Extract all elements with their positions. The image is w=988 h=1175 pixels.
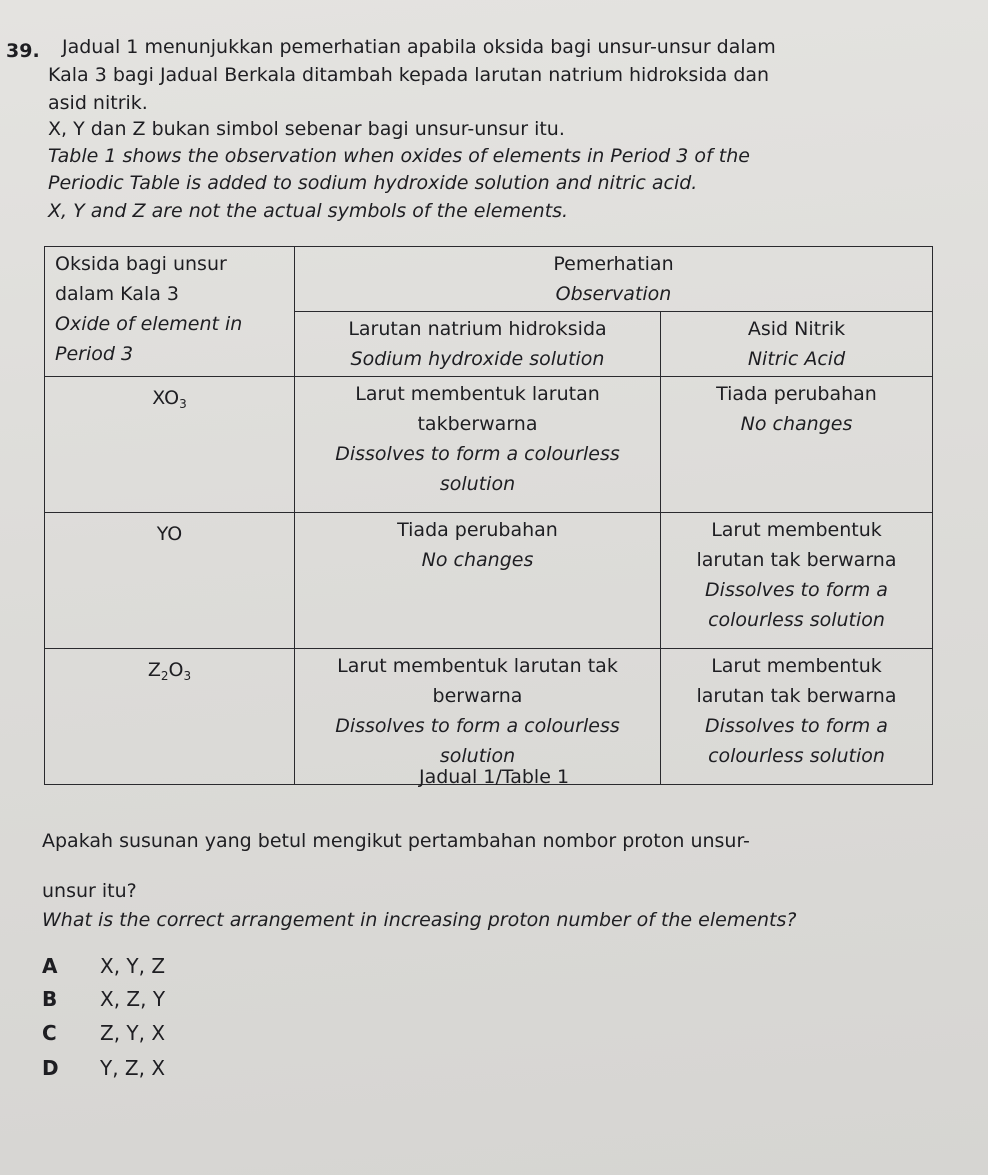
oxide-cell-y: YO <box>45 513 295 649</box>
nitric-acid-column-header: Asid Nitrik Nitric Acid <box>661 312 933 377</box>
option-d[interactable]: D Y, Z, X <box>42 1056 166 1080</box>
intro-english-line-3: X, Y and Z are not the actual symbols of the elements. <box>48 200 569 222</box>
intro-malay-line-1: Jadual 1 menunjukkan pemerhatian apabila oksida bagi unsur-unsur dalam <box>62 36 776 58</box>
option-c[interactable]: C Z, Y, X <box>42 1021 166 1045</box>
prompt-malay-line-1: Apakah susunan yang betul mengikut pertambahan nombor proton unsur- <box>42 830 750 852</box>
acid-observation-y: Larut membentuk larutan tak berwarna Dissolves to form a colourless solution <box>661 513 933 649</box>
naoh-observation-x: Larut membentuk larutan takberwarna Dissolves to form a colourless solution <box>295 377 661 513</box>
acid-observation-z: Larut membentuk larutan tak berwarna Dissolves to form a colourless solution <box>661 649 933 785</box>
acid-observation-x: Tiada perubahan No changes <box>661 377 933 513</box>
prompt-malay-line-2: unsur itu? <box>42 880 137 902</box>
intro-malay-line-3: asid nitrik. <box>48 92 148 114</box>
prompt-english: What is the correct arrangement in increasing proton number of the elements? <box>42 909 797 931</box>
table-row <box>45 649 933 785</box>
observation-header: Pemerhatian Observation <box>295 247 933 312</box>
naoh-observation-y: Tiada perubahan No changes <box>295 513 661 649</box>
option-a[interactable]: A X, Y, Z <box>42 954 166 978</box>
oxide-column-header: Oksida bagi unsur dalam Kala 3 Oxide of element in Period 3 <box>45 247 295 377</box>
question-number: 39. <box>6 40 40 62</box>
oxide-cell-x: $XO_3$ <box>45 377 295 513</box>
table-row <box>45 377 933 513</box>
intro-english-line-1: Table 1 shows the observation when oxides of elements in Period 3 of the <box>48 145 750 167</box>
naoh-observation-z: Larut membentuk larutan tak berwarna Dissolves to form a colourless solution <box>295 649 661 785</box>
naoh-column-header: Larutan natrium hidroksida Sodium hydroxide solution <box>295 312 661 377</box>
intro-malay-line-4: X, Y dan Z bukan simbol sebenar bagi unsur-unsur itu. <box>48 118 565 140</box>
intro-english-line-2: Periodic Table is added to sodium hydroxide solution and nitric acid. <box>48 172 698 194</box>
intro-malay-line-2: Kala 3 bagi Jadual Berkala ditambah kepada larutan natrium hidroksida dan <box>48 64 770 86</box>
table-caption: Jadual 1/Table 1 <box>418 766 570 788</box>
table-row <box>45 513 933 649</box>
observation-table <box>44 246 933 785</box>
oxide-cell-z: $Z_2O_3$ <box>45 649 295 785</box>
option-b[interactable]: B X, Z, Y <box>42 987 166 1011</box>
